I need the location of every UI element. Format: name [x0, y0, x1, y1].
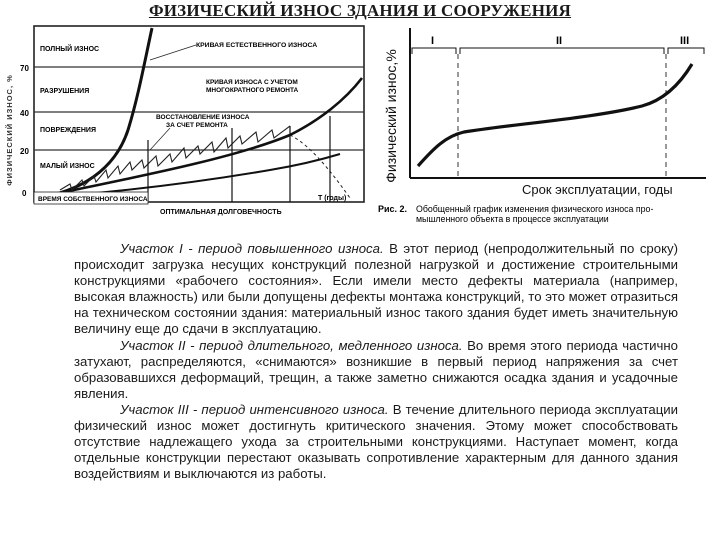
period-1-text: В этот период (непродолжительный по сроку) происходит загрузка несущих конструкций полезной нагрузкой и достижение строительными конструкциями «рабочего состояния». Если имели место дефекты материала (например, высокая влажность) или были допущены дефекты монтажа конструкций, то это может отразиться на техническом состоянии здания: материальный износ такого здания будет иметь значительную величину еще до сдачи в эксплуатацию. [74, 241, 678, 337]
repair-curve-label-2: МНОГОКРАТНОГО РЕМОНТА [206, 87, 299, 94]
tick-70: 70 [20, 64, 29, 73]
figure-caption-line2: мышленного объекта в процессе эксплуатации [416, 214, 609, 224]
figure-caption-lead: Рис. 2. [378, 204, 408, 214]
zone-destruction: РАЗРУШЕНИЯ [40, 88, 90, 95]
right-x-axis-label: Срок эксплуатации, годы [522, 182, 673, 197]
period-3-text: В течение длительного периода эксплуатации физический износ может достигнуть критического значения. Этому может способствовать отсутствие надлежащего ухода за строительными конструкциями. Наступает момент, когда отдельные конструкции перестают оказывать сопротивление характерным для данного здания воздействиям и выключаются из работы. [74, 401, 679, 482]
paragraph-period-3 [74, 402, 678, 482]
period-1-heading: Участок I - период повышенного износа. [120, 241, 384, 256]
paragraph-period-1 [74, 241, 678, 338]
dashed-extension-curve [290, 135, 350, 198]
tick-0: 0 [22, 189, 27, 198]
period-label-2: II [556, 35, 563, 47]
zone-damage: ПОВРЕЖДЕНИЯ [40, 127, 96, 134]
figure-caption-line1: Обобщенный график изменения физического износа про- [416, 204, 654, 214]
period-bracket-3 [668, 48, 704, 54]
repair-curve-label-1: КРИВАЯ ИЗНОСА С УЧЕТОМ [206, 79, 298, 86]
period-bracket-1 [412, 48, 456, 54]
page-title: ФИЗИЧЕСКИЙ ИЗНОС ЗДАНИЯ И СООРУЖЕНИЯ [148, 1, 572, 20]
tick-40: 40 [20, 109, 29, 118]
natural-curve-label: КРИВАЯ ЕСТЕСТВЕННОГО ИЗНОСА [196, 42, 318, 49]
base-wear-curve [36, 154, 340, 198]
period-2-text: Во время этого периода частично затухают, распределяются, «снимаются» возникшие в первый период напряжения за счет образовавшихся деформаций, трещин, а также заметно снижаются осадка здания и усадочные явления. [74, 337, 678, 401]
generalized-wear-figure [374, 20, 720, 225]
period-bracket-2 [460, 48, 664, 54]
left-y-axis-label: ФИЗИЧЕСКИЙ ИЗНОС, % [5, 74, 14, 186]
optimal-durability-label: ОПТИМАЛЬНАЯ ДОЛГОВЕЧНОСТЬ [160, 209, 282, 216]
wear-zones-figure [0, 20, 372, 225]
time-label: Т (годы) [318, 195, 347, 202]
natural-label-leader [150, 45, 196, 60]
body-text [74, 241, 678, 482]
zone-full-wear: ПОЛНЫЙ ИЗНОС [40, 46, 100, 53]
period-2-heading: Участок II - период длительного, медленного износа. [120, 337, 463, 353]
restoration-sawtooth [60, 126, 290, 190]
period-label-1: I [431, 35, 435, 47]
period-3-heading: Участок III - период интенсивного износа. [120, 401, 389, 417]
restore-label-leader [150, 128, 170, 150]
restore-label-2: ЗА СЧЕТ РЕМОНТА [166, 122, 228, 129]
restore-label-1: ВОССТАНОВЛЕНИЕ ИЗНОСА [156, 114, 250, 121]
right-y-axis-label: Физический износ,% [383, 49, 399, 183]
tick-20: 20 [20, 147, 29, 156]
paragraph-period-2 [74, 338, 678, 402]
own-wear-label: ВРЕМЯ СОБСТВЕННОГО ИЗНОСА [38, 196, 148, 203]
natural-wear-curve [36, 28, 152, 198]
period-label-3: III [680, 35, 690, 47]
generalized-wear-curve [418, 64, 692, 166]
zone-small-wear: МАЛЫЙ ИЗНОС [40, 163, 95, 170]
